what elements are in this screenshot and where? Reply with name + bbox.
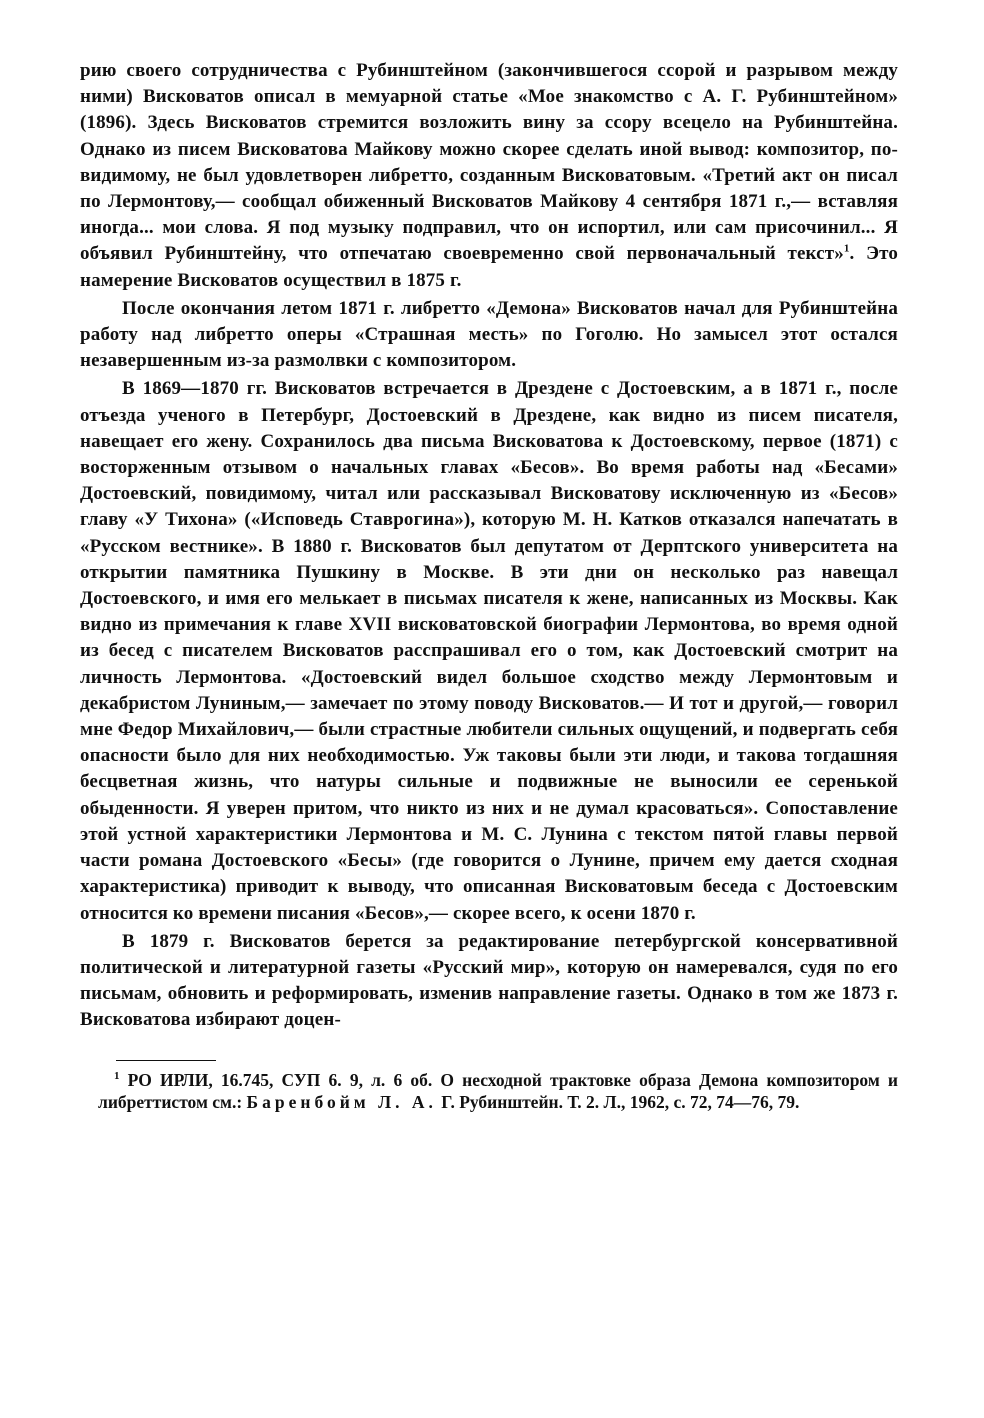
main-text bbox=[80, 58, 898, 1034]
footnote-reference: 1 bbox=[843, 243, 850, 256]
footnote-text bbox=[80, 1069, 898, 1114]
paragraph-4: В 1879 г. Висковатов берется за редактирование петербургской консервативной политической и литературной газеты «Русский мир», которую он намеревался, судя по его письмам, обновить и реформировать, изменив направление газеты. Однако в том же 1873 г. Висковатова избирают доцен- bbox=[80, 930, 898, 1031]
footnote-text-a: РО ИРЛИ, 16.745, СУП 6. 9, л. 6 об. О несходной трактовке образа Демона композитором и либреттистом см.: bbox=[98, 1069, 899, 1113]
footnote-marker: 1 bbox=[114, 1069, 120, 1082]
footnote-author: Баренбойм Л. А. bbox=[246, 1092, 437, 1113]
footnote-text-b: Г. Рубинштейн. Т. 2. Л., 1962, с. 72, 74—76, 79. bbox=[436, 1092, 800, 1113]
footnote-separator bbox=[116, 1060, 216, 1061]
footnote bbox=[80, 1069, 898, 1114]
paragraph-3: В 1869—1870 гг. Висковатов встречается в Дрездене с Достоевским, а в 1871 г., после отъезда ученого в Петербург, Достоевский в Дрездене, как видно из писем писателя, навещает его жену. Сохранилось два письма Висковатова к Достоевскому, первое (1871) с восторженным отзывом о начальных главах «Бесов». Во время работы над «Бесами» Достоевский, повидимому, читал или рассказывал Висковатову исключенную из «Бесов» главу «У Тихона» («Исповедь Ставрогина»), которую М. Н. Катков отказался напечатать в «Русском вестнике». В 1880 г. Висковатов был депутатом от Дерптского университета на открытии памятника Пушкину в Москве. В эти дни он несколько раз навещал Достоевского, и имя его мелькает в письмах писателя к жене, написанных из Москвы. Как видно из примечания к главе XVII висковатовской биографии Лермонтова, во время одной из бесед с писателем Висковатов расспрашивал его о том, как Достоевский смотрит на личность Лермонтова. «Достоевский видел большое сходство между Лермонтовым и декабристом Луниным,— замечает по этому поводу Висковатов.— И тот и другой,— говорил мне Федор Михайлович,— были страстные любители сильных ощущений, и подвергать себя опасности было для них необходимостью. Уж таковы были эти люди, и такова тогдашняя бесцветная жизнь, что натуры сильные и подвижные не выносили ее серенькой обыденности. Я уверен притом, что никто из них и не думал красоваться». Сопоставление этой устной характеристики Лермонтова и М. С. Лунина с текстом пятой главы первой части романа Достоевского «Бесы» (где говорится о Лунине, причем ему дается сходная характеристика) приводит к выводу, что описанная Висковатовым беседа с Достоевским относится ко времени писания «Бесов»,— скорее всего, к осени 1870 г. bbox=[80, 378, 898, 924]
paragraph-2: После окончания летом 1871 г. либретто «Демона» Висковатов начал для Рубинштейна работу над либретто оперы «Страшная месть» по Гоголю. Но замысел этот остался незавершенным из-за размолвки с композитором. bbox=[80, 297, 898, 372]
paragraph-1-text: рию своего сотрудничества с Рубинштейном (закончившегося ссорой и разрывом между ними) Висковатов описал в мемуарной статье «Мое знакомство с А. Г. Рубинштейном» (1896). Здесь Висковатов стремится возложить вину за ссору всецело на Рубинштейна. Однако из писем Висковатова Майкову можно скорее сделать иной вывод: композитор, по-видимому, не был удовлетворен либретто, созданным Висковатовым. «Третий акт он писал по Лермонтову,— сообщал обиженный Висковатов Майкову 4 сентября 1871 г.,— вставляя иногда... мои слова. Я под музыку подправил, что он испортил, или сам присочинил... Я объявил Рубинштейну, что отпечатаю своевременно свой первоначальный текст» bbox=[80, 60, 898, 265]
paragraph-1 bbox=[80, 58, 898, 294]
paragraph-1-tail: . Это намерение Висковатов осуществил в 1875 г. bbox=[80, 243, 898, 291]
